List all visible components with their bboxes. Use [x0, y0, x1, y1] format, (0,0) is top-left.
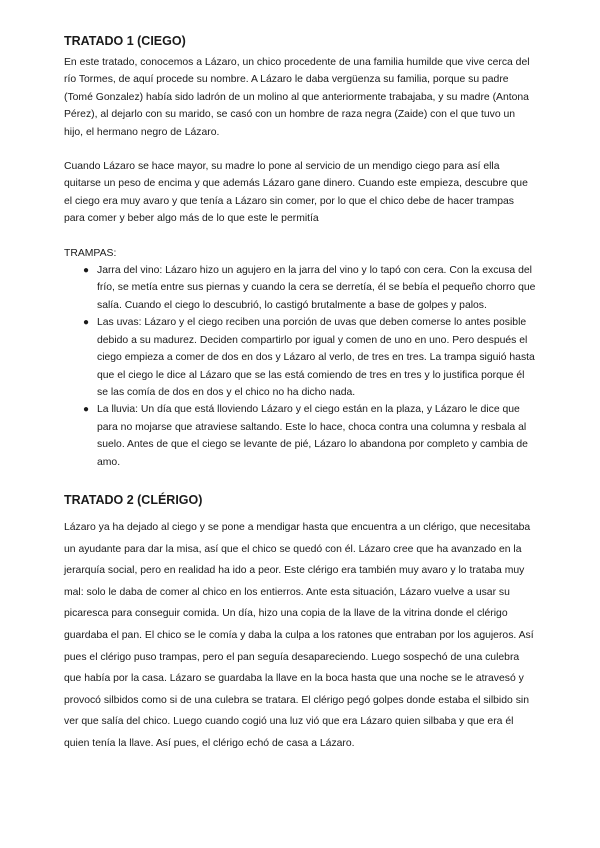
- trampa-text: Jarra del vino: Lázaro hizo un agujero en la jarra del vino y lo tapó con cera. Con la excusa del frío, se metía entre sus piernas y cuando la cera se derretía, él se bebía el pequeño chorro que salía. Cuando el ciego lo descubrió, lo castigó brutalmente a base de golpes y palos.: [97, 265, 536, 311]
- tratado-1-paragraph-1: En este tratado, conocemos a Lázaro, un chico procedente de una familia humilde que vive cerca del río Tormes, de aquí procede su nombre. A Lázaro le daba vergüenza su familia, porque su padre (Tomé Gonzalez) había sido ladrón de un molino al que anteriormente trabajaba, y su madre (Antona Pérez), al dejarlo con su marido, se casó con un hombre de raza negra (Zaide) con el que tuvo un hijo, el hermano negro de Lázaro.: [64, 57, 530, 138]
- bullet-icon: ●: [83, 404, 90, 416]
- list-item: [83, 401, 536, 471]
- bullet-icon: ●: [83, 317, 90, 329]
- tratado-2-section: [64, 493, 536, 755]
- trampas-label: TRAMPAS:: [64, 247, 117, 259]
- tratado-1-paragraph-2: Cuando Lázaro se hace mayor, su madre lo pone al servicio de un mendigo ciego para así ella quitarse un peso de encima y que además Lázaro gane dinero. Cuando este empieza, descubre que el ciego era muy avaro y que tenía a Lázaro sin comer, por lo que el chico debe de hacer trampas para comer y beber algo más de lo que este le permitía: [64, 161, 528, 225]
- tratado-1-section: [64, 34, 536, 471]
- tratado-2-paragraph: Lázaro ya ha dejado al ciego y se pone a mendigar hasta que encuentra a un clérigo, que necesitaba un ayudante para dar la misa, así que el chico se quedó con él. Lázaro cree que ha avanzado en la jerarquía social, pero en realidad ha ido a peor. Este clérigo era también muy avaro y lo trataba muy mal: solo le daba de comer al chico en los entierros. Ante esta situación, Lázaro vuelve a usar su picaresca para conseguir comida. Un día, hizo una copia de la llave de la vitrina donde el clérigo guardaba el pan. El chico se le comía y daba la culpa a los ratones que entraban por los agujeros. Así pues el clérigo puso trampas, pero el pan seguía desapareciendo. Luego sospechó de una culebra que había por la casa. Lázaro se guardaba la llave en la boca hasta que una noche se le atravesó y provocó silbidos como si de una culebra se tratara. El clérigo pegó golpes donde estaba el silbido sin ver que salía del chico. Luego cuando cogió una luz vió que era Lázaro quien silbaba y que era él quien tenía la llave. Así pues, el clérigo echó de casa a Lázaro.: [64, 521, 534, 749]
- trampa-text: Las uvas: Lázaro y el ciego reciben una porción de uvas que deben comerse lo antes posible debido a su madurez. Deciden compartirlo por igual y comen de uno en uno. Pero después el ciego empieza a comer de dos en dos y Lázaro al verlo, de tres en tres. La trampa siguió hasta que el ciego le dice al Lázaro que se las está comiendo de tres en tres y lo justifica porque él se las comía de dos en dos y el chico no ha dicho nada.: [97, 317, 535, 398]
- tratado-2-title: TRATADO 2 (CLÉRIGO): [64, 492, 203, 507]
- list-item: [83, 262, 536, 314]
- trampa-text: La lluvia: Un día que está lloviendo Lázaro y el ciego están en la plaza, y Lázaro le dice que para no mojarse que atraviese saltando. Este lo hace, choca contra una columna y resbala al suelo. Antes de que el ciego se levante de pié, Lázaro lo abandona por completo y cambia de amo.: [97, 404, 528, 468]
- list-item: [83, 314, 536, 401]
- trampas-list: [64, 262, 536, 471]
- bullet-icon: ●: [83, 265, 90, 277]
- tratado-1-title: TRATADO 1 (CIEGO): [64, 34, 186, 48]
